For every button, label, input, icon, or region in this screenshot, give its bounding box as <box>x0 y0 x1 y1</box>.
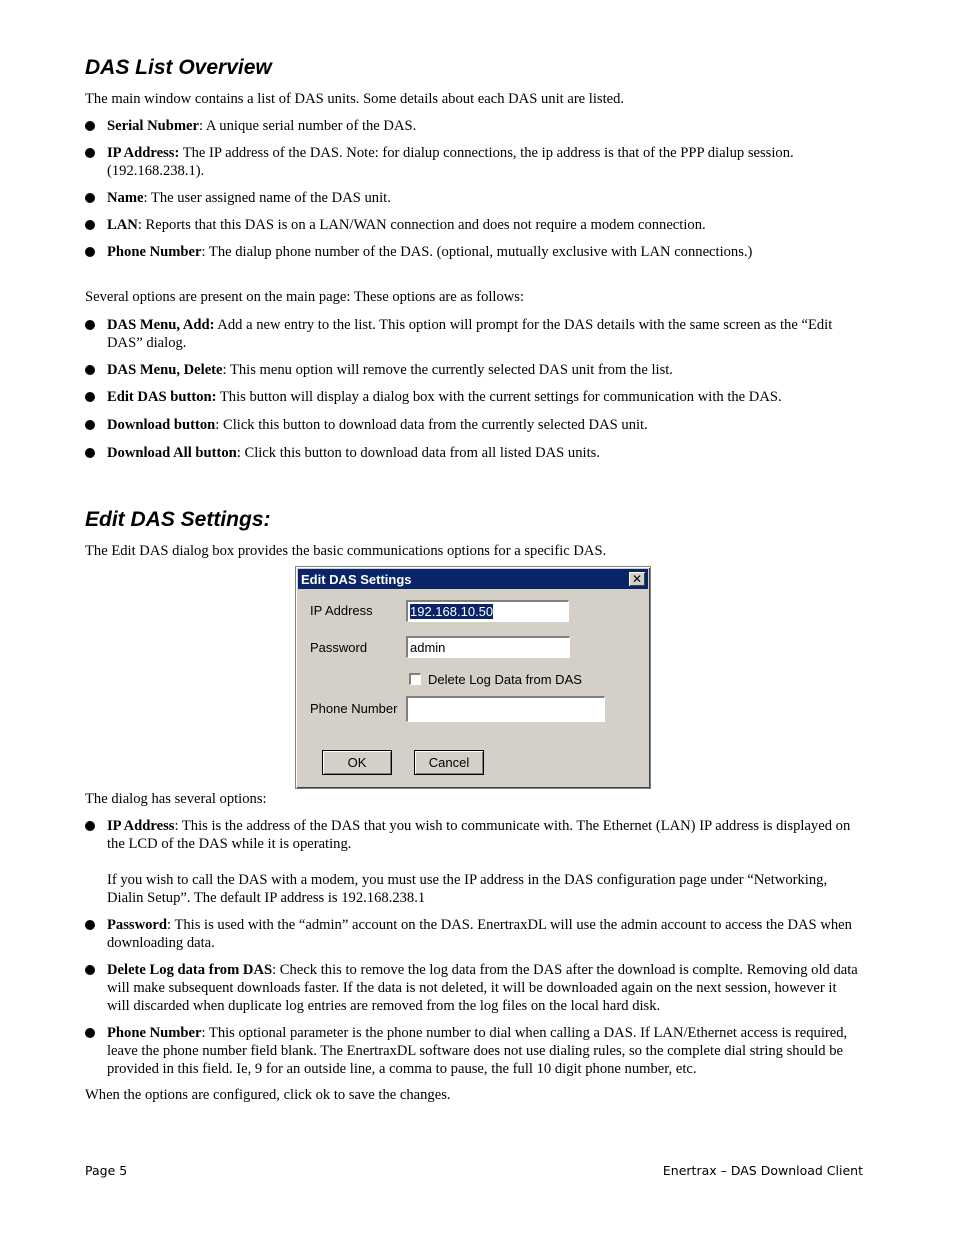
phone-number-label: Phone Number <box>310 701 398 716</box>
bullet-icon <box>85 420 95 430</box>
list-item: Download All button: Click this button to download data from all listed DAS units. <box>85 444 860 462</box>
bullet-icon <box>85 320 95 330</box>
list-item: LAN: Reports that this DAS is on a LAN/WAN connection and does not require a modem connection. <box>85 216 860 234</box>
cancel-button[interactable]: Cancel <box>414 750 484 775</box>
bullet-icon <box>85 821 95 831</box>
dialog-options-intro: The dialog has several options: <box>85 791 267 807</box>
ok-button[interactable]: OK <box>322 750 392 775</box>
bullet-icon <box>85 148 95 158</box>
section-intro: The Edit DAS dialog box provides the basic communications options for a specific DAS. <box>85 543 607 559</box>
options-intro: Several options are present on the main page: These options are as follows: <box>85 289 525 305</box>
bullet-icon <box>85 392 95 402</box>
section-intro: The main window contains a list of DAS units. Some details about each DAS unit are listed. <box>85 91 625 107</box>
list-item: Phone Number: This optional parameter is the phone number to dial when calling a DAS. If LAN/Ethernet access is required, leave the phone number field blank. The EnertraxDL software does not use dialing rules, so the complete dial string should be provided in this field. Ie, 9 for an outside line, a comma to pause, the full 10 digit phone number, etc. <box>85 1024 860 1078</box>
list-item: Delete Log data from DAS: Check this to remove the log data from the DAS after the download is complte. Removing old data will make subsequent downloads faster. If the data is not deleted, it will be downloaded again on the next session, however it will discarded when duplicate log entries are removed from the log files on the local hard disk. <box>85 961 860 1015</box>
edit-das-dialog <box>295 566 651 789</box>
bullet-icon <box>85 193 95 203</box>
list-item: IP Address: The IP address of the DAS. Note: for dialup connections, the ip address is that of the PPP dialup session. (192.168.238.1). <box>85 144 860 180</box>
page-number: Page 5 <box>85 1163 128 1178</box>
field-list <box>85 117 860 261</box>
bullet-icon <box>85 1028 95 1038</box>
list-item: Edit DAS button: This button will display a dialog box with the current settings for communication with the DAS. <box>85 388 860 406</box>
ip-address-label: IP Address <box>310 603 373 618</box>
delete-log-checkbox[interactable] <box>409 673 421 685</box>
list-item: Name: The user assigned name of the DAS unit. <box>85 189 860 207</box>
list-item: DAS Menu, Add: Add a new entry to the list. This option will prompt for the DAS details with the same screen as the “Edit DAS” dialog. <box>85 316 860 352</box>
bullet-icon <box>85 365 95 375</box>
dialog-title: Edit DAS Settings <box>301 572 412 587</box>
dialog-titlebar <box>298 569 648 589</box>
list-item: Serial Nubmer: A unique serial number of the DAS. <box>85 117 860 135</box>
bullet-icon <box>85 448 95 458</box>
list-item: Password: This is used with the “admin” account on the DAS. EnertraxDL will use the admin account to access the DAS when downloading data. <box>85 916 860 952</box>
phone-number-field[interactable] <box>406 696 605 722</box>
bullet-icon <box>85 220 95 230</box>
options-list <box>85 316 860 462</box>
bullet-icon <box>85 247 95 257</box>
password-label: Password <box>310 640 368 655</box>
list-item: Download button: Click this button to download data from the currently selected DAS unit. <box>85 416 860 434</box>
list-item: IP Address: This is the address of the DAS that you wish to communicate with. The Ethernet (LAN) IP address is displayed on the LCD of the DAS while it is operating. If you wish to call the DAS with a modem, you must use the IP address in the DAS configuration page under “Networking, Dialin Setup”. The default IP address is 192.168.238.1 <box>85 817 860 907</box>
list-item: Phone Number: The dialup phone number of the DAS. (optional, mutually exclusive with LAN connections.) <box>85 243 860 261</box>
delete-log-label: Delete Log Data from DAS <box>428 672 582 687</box>
password-field[interactable]: admin <box>406 636 570 658</box>
ip-address-field[interactable]: 192.168.10.50 <box>406 600 569 622</box>
section-heading-das-list: DAS List Overview <box>85 56 272 79</box>
bullet-icon <box>85 920 95 930</box>
close-icon[interactable]: ✕ <box>629 572 645 586</box>
closing-text: When the options are configured, click ok to save the changes. <box>85 1087 451 1103</box>
document-title: Enertrax – DAS Download Client <box>662 1163 863 1178</box>
bullet-icon <box>85 965 95 975</box>
list-item: DAS Menu, Delete: This menu option will remove the currently selected DAS unit from the list. <box>85 361 860 379</box>
dialog-options-list <box>85 817 860 1078</box>
bullet-icon <box>85 121 95 131</box>
section-heading-edit-das: Edit DAS Settings: <box>85 508 271 531</box>
